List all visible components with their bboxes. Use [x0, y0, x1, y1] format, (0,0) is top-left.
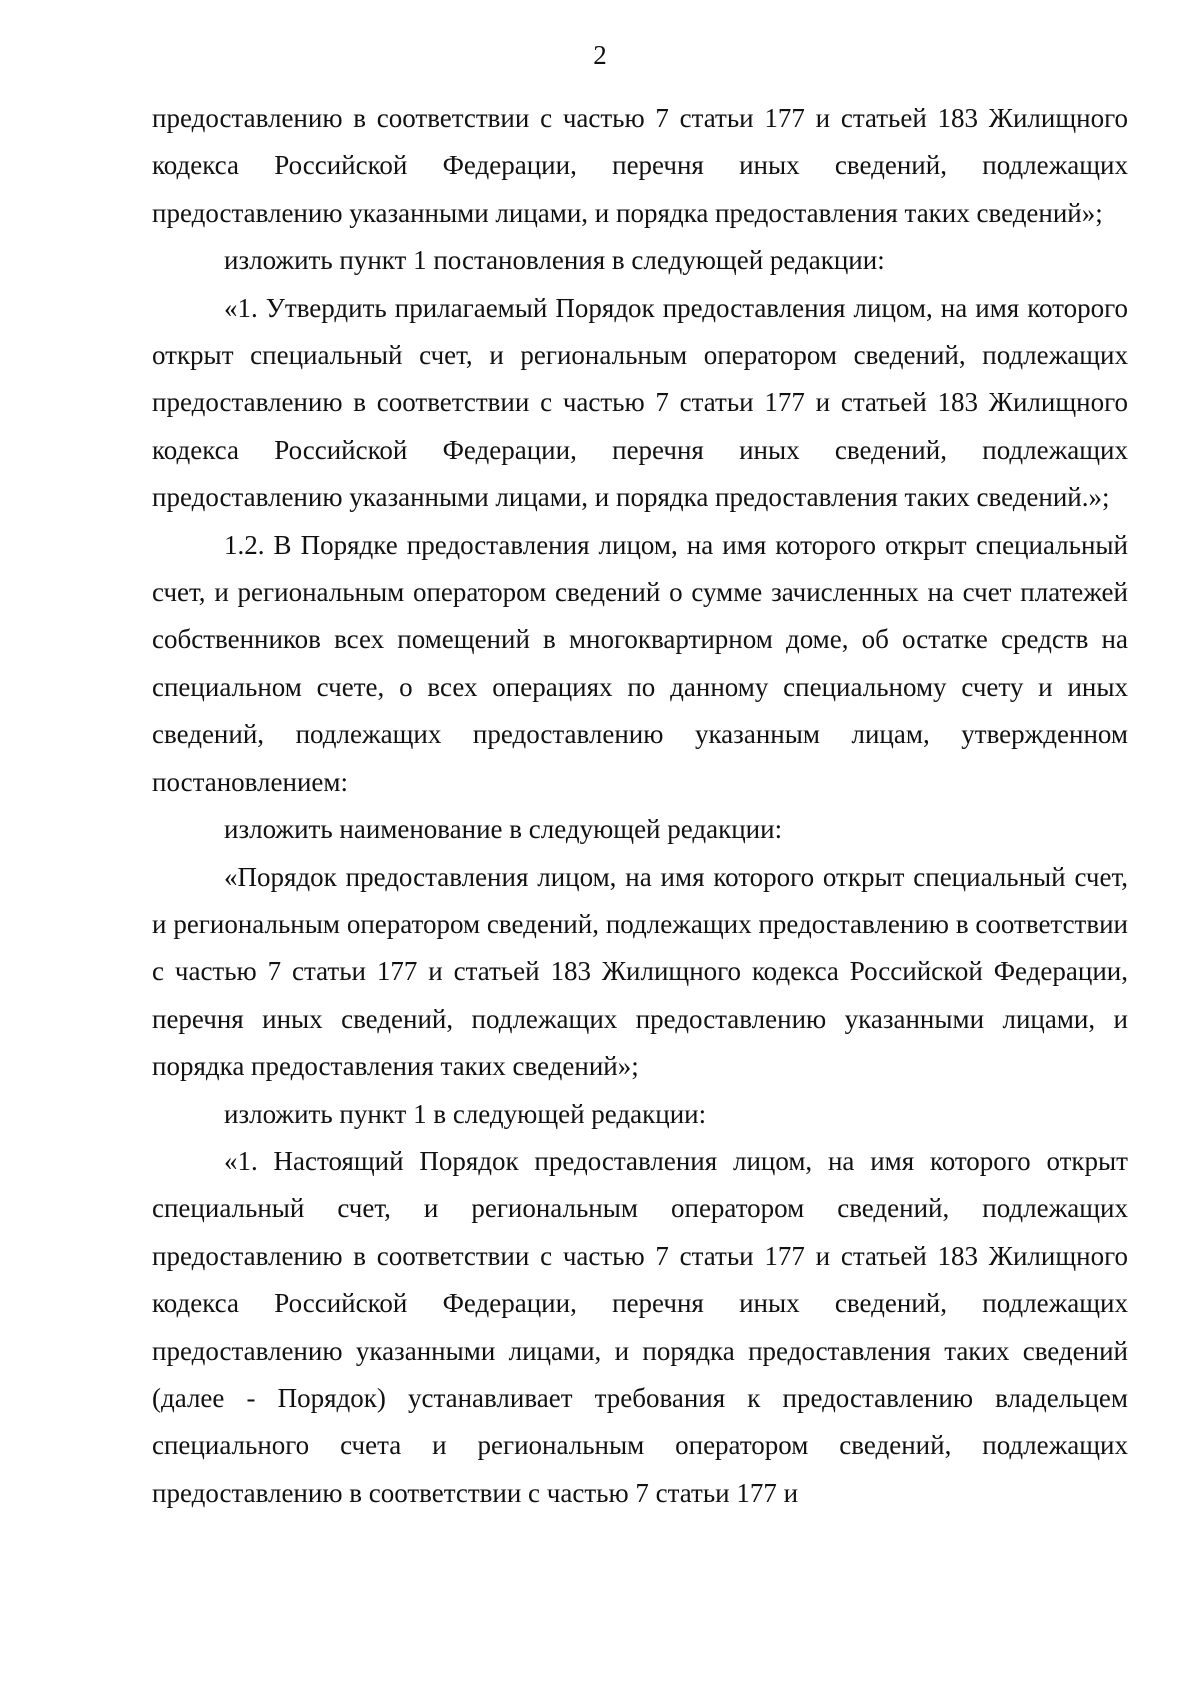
- page-number: 2: [593, 40, 607, 70]
- paragraph-continuation: предоставлению в соответствии с частью 7 статьи 177 и статьей 183 Жилищного кодекса Российской Федерации, перечня иных сведений, подлежащих предоставлению указанными лицами, и порядка предоставления таких сведений»;: [152, 103, 1128, 228]
- document-body: [152, 95, 1128, 1517]
- paragraph-instruction-point-1: изложить пункт 1 в следующей редакции:: [224, 1098, 707, 1129]
- paragraph-quoted-point-1-new: «1. Настоящий Порядок предоставления лицом, на имя которого открыт специальный счет, и региональным оператором сведений, подлежащих предоставлению в соответствии с частью 7 статьи 177 и статьей 183 Жилищного кодекса Российской Федерации, перечня иных сведений, подлежащих предоставлению указанными лицами, и порядка предоставления таких сведений (далее - Порядок) устанавливает требования к предоставлению владельцем специального счета и региональным оператором сведений, подлежащих предоставлению в соответствии с частью 7 статьи 177 и: [152, 1145, 1128, 1508]
- paragraph-quoted-title: «Порядок предоставления лицом, на имя которого открыт специальный счет, и региональным оператором сведений, подлежащих предоставлению в соответствии с частью 7 статьи 177 и статьей 183 Жилищного кодекса Российской Федерации, перечня иных сведений, подлежащих предоставлению указанными лицами, и порядка предоставления таких сведений»;: [152, 861, 1128, 1082]
- paragraph-section-1-2: 1.2. В Порядке предоставления лицом, на имя которого открыт специальный счет, и региональным оператором сведений о сумме зачисленных на счет платежей собственников всех помещений в многоквартирном доме, об остатке средств на специальном счете, о всех операциях по данному специальному счету и иных сведений, подлежащих предоставлению указанным лицам, утвержденном постановлением:: [152, 529, 1128, 797]
- paragraph-instruction-title: изложить наименование в следующей редакции:: [224, 814, 783, 845]
- paragraph-instruction-resolution-point-1: изложить пункт 1 постановления в следующей редакции:: [224, 245, 885, 276]
- paragraph-quoted-point-1: «1. Утвердить прилагаемый Порядок предоставления лицом, на имя которого открыт специальный счет, и региональным оператором сведений, подлежащих предоставлению в соответствии с частью 7 статьи 177 и статьей 183 Жилищного кодекса Российской Федерации, перечня иных сведений, подлежащих предоставлению указанными лицами, и порядка предоставления таких сведений.»;: [152, 292, 1128, 513]
